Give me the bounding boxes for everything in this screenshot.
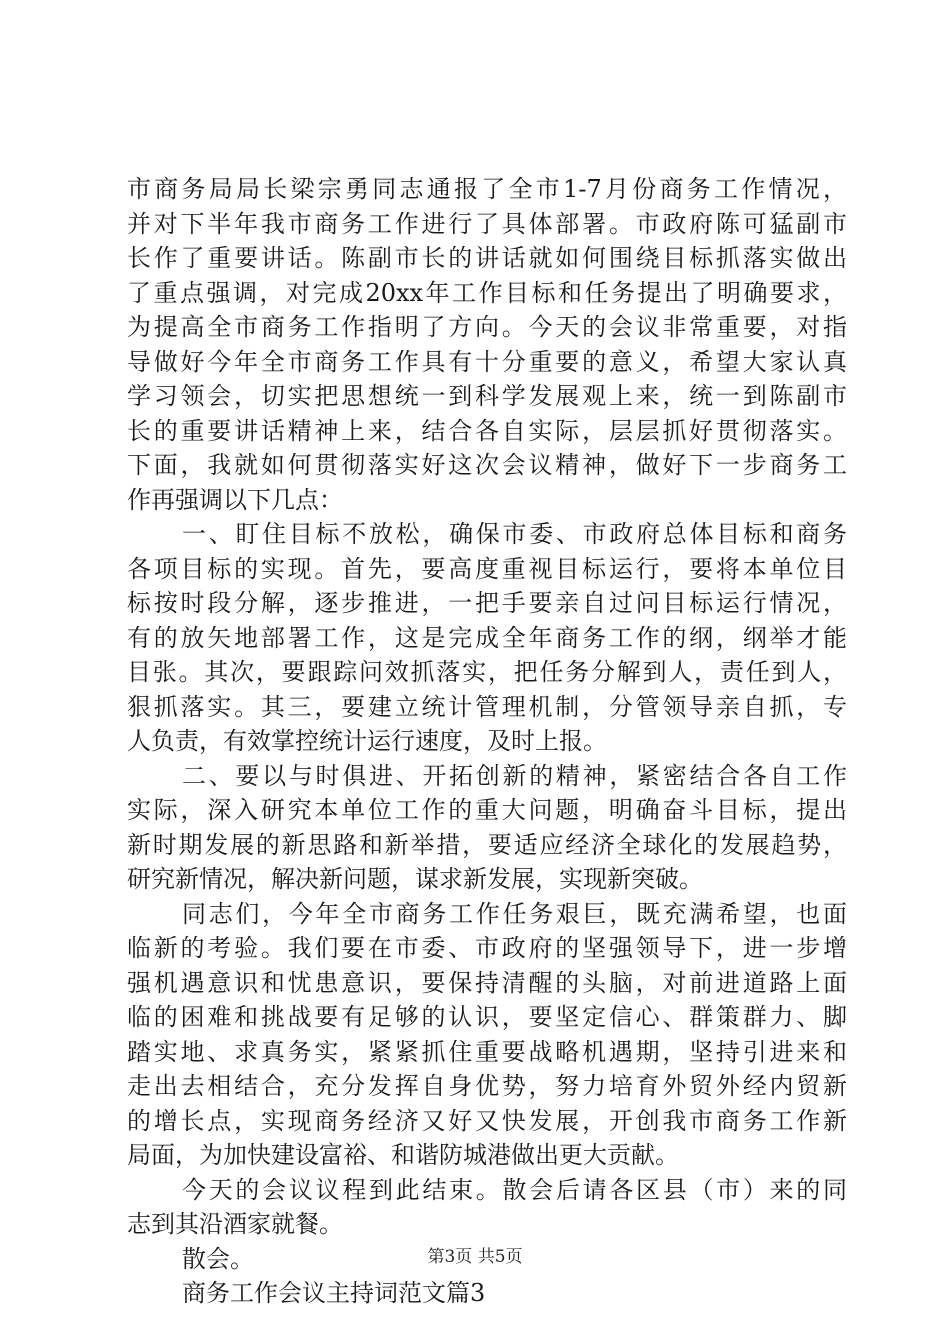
text-line: 今天的会议议程到此结束。散会后请各区县（市）来的同 xyxy=(182,1175,847,1204)
text-line: 走出去相结合，充分发挥自身优势，努力培育外贸外经内贸新 xyxy=(127,1072,847,1100)
text-line: 实际，深入研究本单位工作的重大问题，明确奋斗目标，提出 xyxy=(127,796,847,824)
page-number: 第3页 共5页 xyxy=(427,1247,523,1267)
text-line: 临新的考验。我们要在市委、市政府的坚强领导下，进一步增 xyxy=(127,934,847,962)
text-line: 市商务局局长梁宗勇同志通报了全市1-7月份商务工作情况， xyxy=(127,175,847,203)
text-line: 一、盯住目标不放松，确保市委、市政府总体目标和商务 xyxy=(182,520,847,548)
text-line: 学习领会，切实把思想统一到科学发展观上来，统一到陈副市 xyxy=(127,382,847,410)
text-line: 二、要以与时俱进、开拓创新的精神，紧密结合各自工作 xyxy=(182,761,847,790)
text-line: 商务工作会议主持词范文篇3 xyxy=(182,1279,486,1307)
text-line: 标按时段分解，逐步推进，一把手要亲自过问目标运行情况， xyxy=(127,589,847,617)
text-line: 的增长点，实现商务经济又好又快发展，开创我市商务工作新 xyxy=(127,1106,847,1135)
text-line: 新时期发展的新思路和新举措，要适应经济全球化的发展趋势， xyxy=(127,830,847,859)
text-line: 为提高全市商务工作指明了方向。今天的会议非常重要，对指 xyxy=(127,313,847,341)
text-line: 同志们，今年全市商务工作任务艰巨，既充满希望，也面 xyxy=(182,899,847,928)
text-line: 局面，为加快建设富裕、和谐防城港做出更大贡献。 xyxy=(127,1141,679,1169)
text-line: 狠抓落实。其三，要建立统计管理机制，分管领导亲自抓，专 xyxy=(127,692,847,721)
text-line: 并对下半年我市商务工作进行了具体部署。市政府陈可猛副市 xyxy=(127,209,847,238)
text-line: 研究新情况，解决新问题，谋求新发展，实现新突破。 xyxy=(127,865,703,893)
text-line: 目张。其次，要跟踪问效抓落实，把任务分解到人，责任到人， xyxy=(127,658,847,686)
text-line: 作再强调以下几点： xyxy=(127,485,343,514)
document-body xyxy=(127,172,847,1311)
text-line: 下面，我就如何贯彻落实好这次会议精神，做好下一步商务工 xyxy=(127,451,847,479)
text-line: 了重点强调，对完成20xx年工作目标和任务提出了明确要求， xyxy=(127,278,847,307)
text-line: 临的困难和挑战要有足够的认识，要坚定信心、群策群力、脚 xyxy=(127,1003,847,1031)
text-line: 散会。 xyxy=(182,1244,254,1273)
text-line: 长作了重要讲话。陈副市长的讲话就如何围绕目标抓落实做出 xyxy=(127,244,847,272)
text-line: 踏实地、求真务实，紧紧抓住重要战略机遇期，坚持引进来和 xyxy=(127,1037,847,1066)
text-line: 强机遇意识和忧患意识，要保持清醒的头脑，对前进道路上面 xyxy=(127,968,847,997)
text-line: 人负责，有效掌控统计运行速度，及时上报。 xyxy=(127,727,607,755)
text-line: 长的重要讲话精神上来，结合各自实际，层层抓好贯彻落实。 xyxy=(127,416,847,445)
text-line: 导做好今年全市商务工作具有十分重要的意义，希望大家认真 xyxy=(127,347,847,376)
text-line: 志到其沿酒家就餐。 xyxy=(127,1210,343,1238)
text-line: 各项目标的实现。首先，要高度重视目标运行，要将本单位目 xyxy=(127,554,847,583)
text-line: 有的放矢地部署工作，这是完成全年商务工作的纲，纲举才能 xyxy=(127,623,847,652)
